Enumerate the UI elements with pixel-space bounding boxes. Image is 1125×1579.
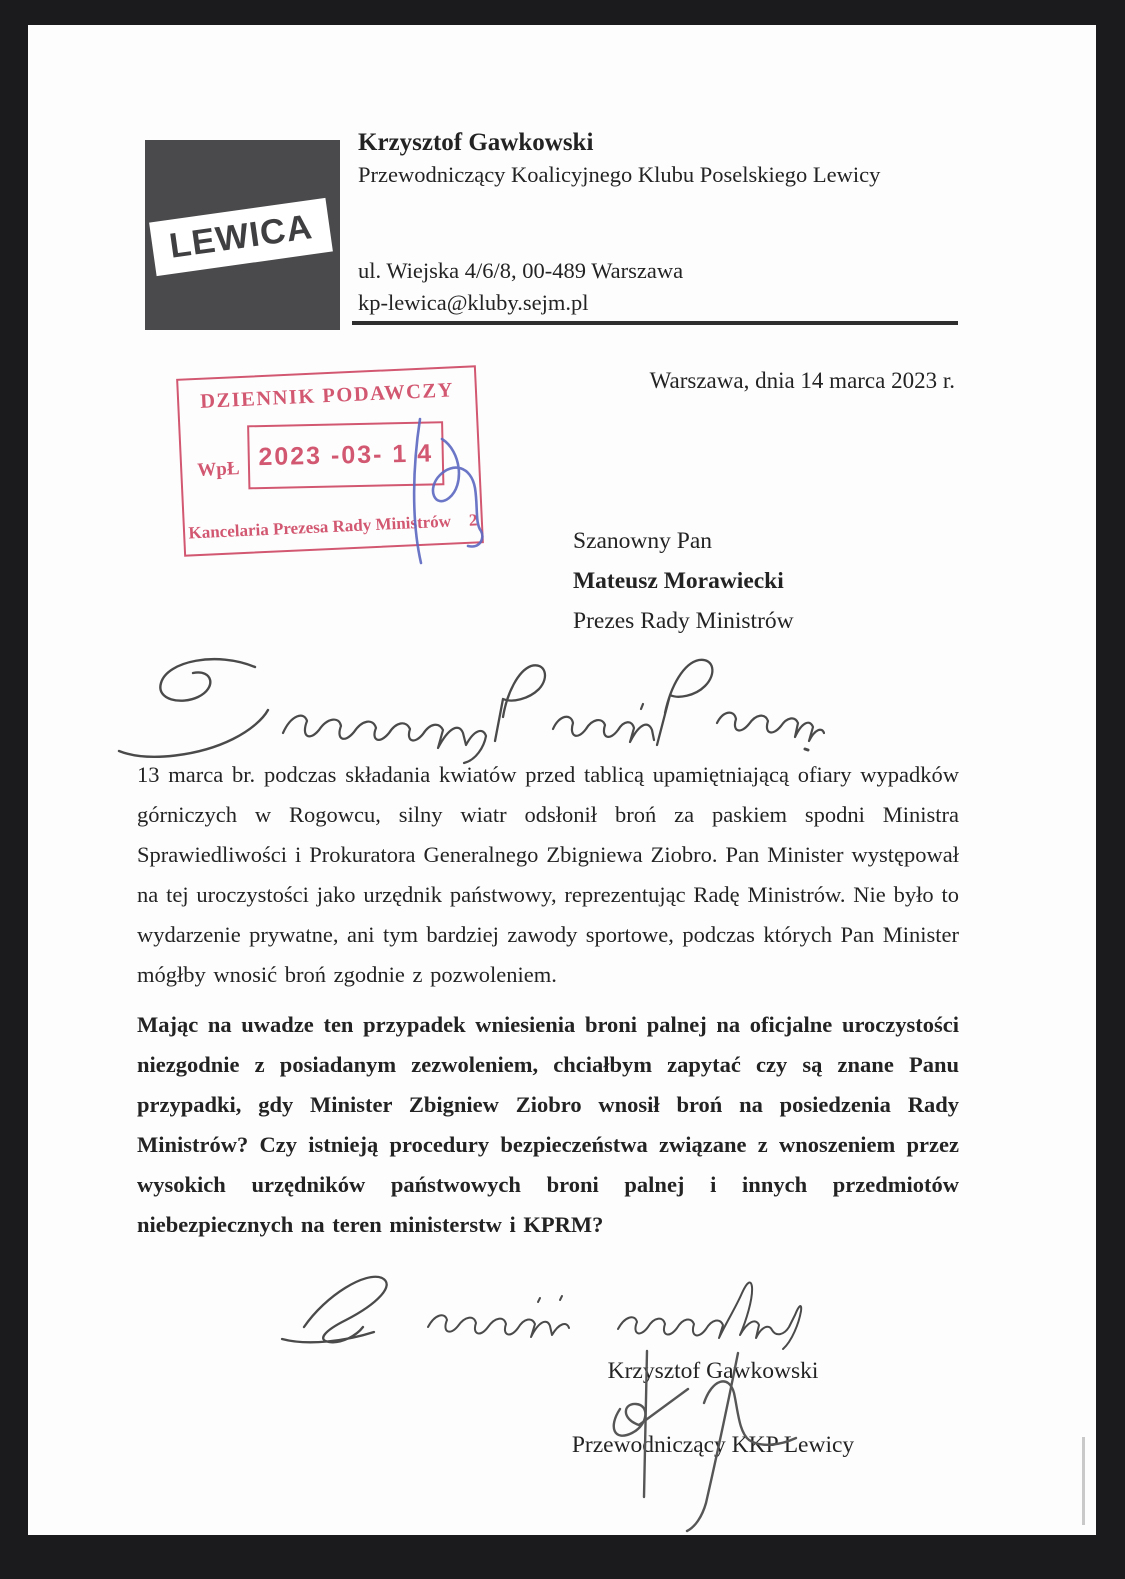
recipient-title: Prezes Rady Ministrów (573, 608, 794, 634)
sender-block (358, 129, 998, 188)
stamp-paraph-handwriting (390, 413, 485, 568)
stamp-office: Kancelaria Prezesa Rady Ministrów (188, 511, 452, 543)
signature-title: Przewodniczący KKP Lewicy (571, 1432, 855, 1458)
handwritten-closing (268, 1247, 818, 1352)
lewica-logo-band (149, 198, 333, 276)
lewica-logo-text: LEWICA (166, 207, 315, 266)
sender-role: Przewodniczący Koalicyjnego Klubu Poselskiego Lewicy (358, 162, 881, 187)
sender-address: ul. Wiejska 4/6/8, 00-489 Warszawa (358, 258, 684, 283)
stamp-number: 2 (468, 510, 478, 530)
sender-email: kp-lewica@kluby.sejm.pl (358, 290, 589, 315)
lewica-logo (145, 140, 340, 330)
stamp-title: DZIENNIK PODAWCZY (199, 379, 455, 413)
dateline: Warszawa, dnia 14 marca 2023 r. (649, 368, 955, 393)
scan-artifact-line (1082, 1437, 1085, 1525)
recipient-block (573, 521, 794, 641)
letter-page (28, 25, 1096, 1535)
recipient-name: Mateusz Morawiecki (573, 568, 784, 594)
sender-name: Krzysztof Gawkowski (358, 129, 594, 156)
header-rule (352, 321, 958, 325)
stamp-date: 2023 -03- 1 4 (258, 438, 434, 471)
body-paragraph-1: 13 marca br. podczas składania kwiatów przed tablicą upamiętniającą ofiary wypadków górniczych w Rogowcu, silny wiatr odsłonił broń za paskiem spodni Ministra Sprawiedliwości i Prokuratora Generalnego Zbigniewa Ziobro. Pan Minister występował na tej uroczystości jako urzędnik państwowy, reprezentując Radę Ministrów. Nie było to wydarzenie prywatne, ani tym bardziej zawody sportowe, podczas których Pan Minister mógłby wnosić broń zgodnie z pozwoleniem. (137, 762, 959, 987)
sender-address-block (358, 255, 683, 319)
recipient-salutation: Szanowny Pan (573, 528, 713, 554)
body-paragraph-2: Mając na uwadze ten przypadek wniesienia broni palnej na oficjalne uroczystości niezgodnie z posiadanym zezwoleniem, chciałbym zapytać czy są znane Panu przypadki, gdy Minister Zbigniew Ziobro wnosił broń na posiedzenia Rady Ministrów? Czy istnieją procedury bezpieczeństwa związane z wnoszeniem przez wysokich urzędników państwowych broni palnej i innych przedmiotów niebezpiecznych na teren ministerstw i KPRM? (137, 1012, 959, 1237)
signature-name: Krzysztof Gawkowski (607, 1358, 819, 1384)
handwritten-signature (590, 1345, 810, 1535)
stamp-wpl-label: WpŁ (196, 458, 240, 482)
handwritten-greeting (105, 653, 825, 768)
